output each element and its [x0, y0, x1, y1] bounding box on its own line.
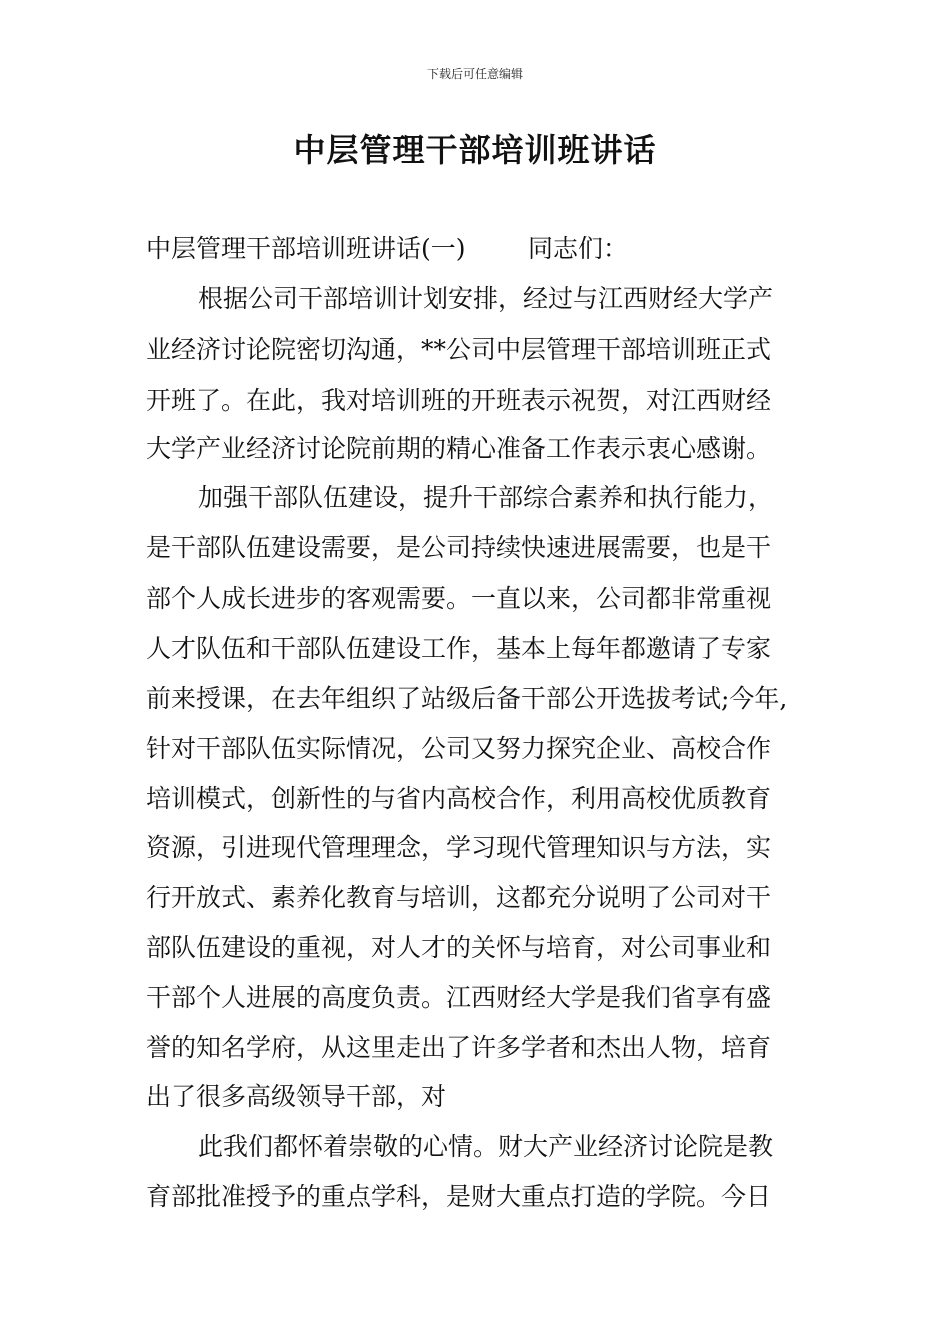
body-line: 针对干部队伍实际情况，公司又努力探究企业、高校合作 — [146, 734, 772, 763]
body-line: 大学产业经济讨论院前期的精心准备工作表示衷心感谢。 — [146, 434, 772, 463]
body-line: 部队伍建设的重视，对人才的关怀与培育，对公司事业和 — [146, 933, 772, 962]
body-line: 人才队伍和干部队伍建设工作，基本上每年都邀请了专家 — [146, 634, 772, 663]
body-line: 根据公司干部培训计划安排，经过与江西财经大学产 — [198, 284, 774, 313]
body-line: 前来授课，在去年组织了站级后备干部公开选拔考试;今年, — [146, 684, 788, 713]
body-line: 资源，引进现代管理理念，学习现代管理知识与方法，实 — [146, 833, 772, 862]
body-line: 开班了。在此，我对培训班的开班表示祝贺，对江西财经 — [146, 386, 772, 415]
document-title: 中层管理干部培训班讲话 — [293, 131, 657, 169]
body-line: 行开放式、素养化教育与培训，这都充分说明了公司对干 — [146, 883, 772, 912]
body-line: 业经济讨论院密切沟通，**公司中层管理干部培训班正式 — [146, 335, 772, 364]
body-line: 誉的知名学府，从这里走出了许多学者和杰出人物，培育 — [146, 1033, 772, 1062]
body-line: 加强干部队伍建设，提升干部综合素养和执行能力， — [198, 483, 774, 512]
body-line: 是干部队伍建设需要，是公司持续快速进展需要，也是干 — [146, 533, 772, 562]
body-line: 干部个人进展的高度负责。江西财经大学是我们省享有盛 — [146, 983, 772, 1012]
body-line: 此我们都怀着崇敬的心情。财大产业经济讨论院是教 — [198, 1132, 774, 1161]
body-line: 培训模式，创新性的与省内高校合作，利用高校优质教育 — [146, 784, 772, 813]
body-line: 育部批准授予的重点学科，是财大重点打造的学院。今日 — [146, 1182, 772, 1211]
page-header: 下载后可任意编辑 — [426, 67, 523, 81]
body-line: 部个人成长进步的客观需要。一直以来，公司都非常重视 — [146, 584, 772, 613]
document-subtitle: 中层管理干部培训班讲话(一) — [146, 234, 466, 263]
body-line: 出了很多高级领导干部，对 — [146, 1082, 447, 1111]
salutation: 同志们： — [528, 234, 629, 263]
